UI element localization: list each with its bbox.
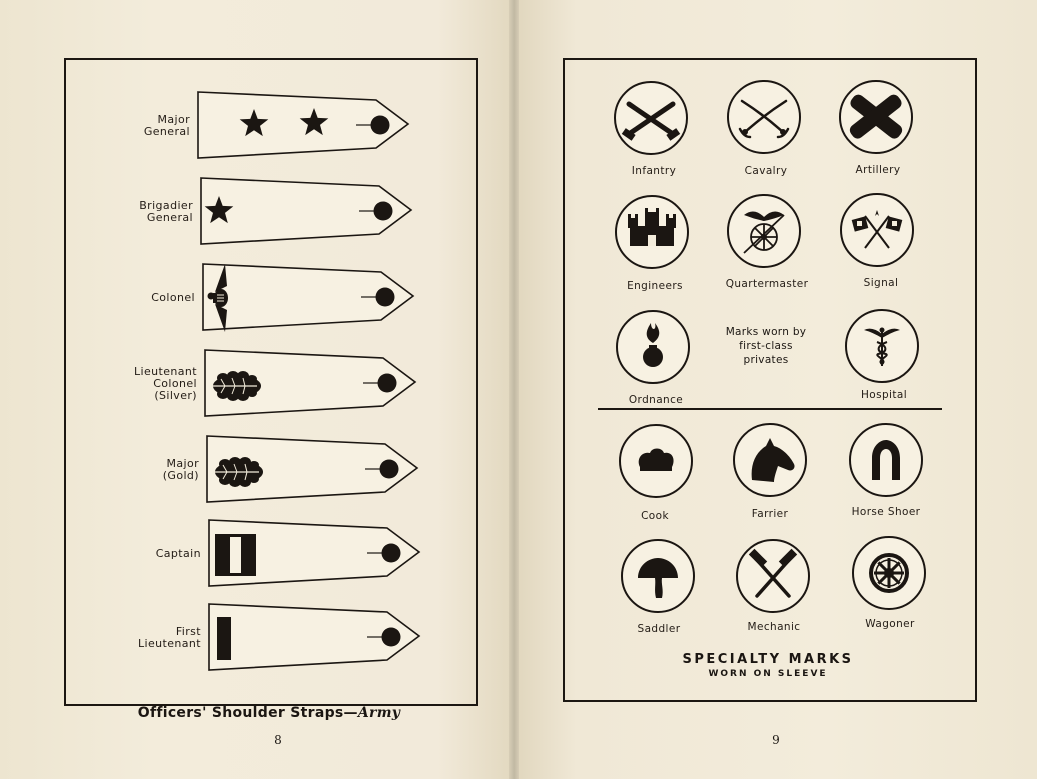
- badge-label: Infantry: [631, 165, 677, 177]
- caduceus-icon: [842, 306, 922, 386]
- horseshoe-icon: [846, 420, 926, 500]
- page-number-right: 9: [772, 733, 780, 747]
- specialty-subtitle: WORN ON SLEEVE: [708, 669, 828, 679]
- badge-label: Signal: [863, 277, 899, 289]
- shoulder-strap-two-stars: [196, 90, 416, 166]
- rank-label: Lieutenant Colonel (Silver): [133, 365, 197, 402]
- badge-label: Horse Shoer: [851, 506, 921, 518]
- badge-label: Saddler: [637, 623, 681, 635]
- page-number-left: 8: [274, 733, 282, 747]
- badge-label: Mechanic: [747, 621, 801, 633]
- left-page-caption: [64, 705, 474, 721]
- eagle-wheel-icon: [724, 191, 804, 271]
- flaming-bomb-icon: [613, 307, 693, 387]
- signal-flags-icon: [837, 190, 917, 270]
- crossed-rifles-icon: [611, 78, 691, 158]
- rank-label: Major General: [143, 113, 190, 138]
- badge-label: Farrier: [751, 508, 789, 520]
- rank-label: Brigadier General: [139, 199, 193, 224]
- rank-label: Major (Gold): [162, 457, 199, 482]
- specialty-title: SPECIALTY MARKS: [682, 652, 854, 667]
- badge-label: Hospital: [860, 389, 908, 401]
- book-gutter: [509, 0, 519, 779]
- crossed-cannons-icon: [836, 77, 916, 157]
- crossed-sabers-icon: [724, 77, 804, 157]
- crossed-hammers-icon: [733, 536, 813, 616]
- shoulder-strap-one-bar: [207, 602, 427, 678]
- section-divider: [598, 408, 942, 410]
- castle-icon: [612, 192, 692, 272]
- cook-cap-icon: [616, 421, 696, 501]
- caption-army: Army: [357, 705, 401, 721]
- badge-label: Artillery: [855, 164, 901, 176]
- shoulder-strap-eagle: [201, 262, 421, 338]
- wagon-wheel-icon: [849, 533, 929, 613]
- badge-label: Ordnance: [628, 394, 684, 406]
- caption-dash: —: [343, 705, 358, 721]
- badge-label: Cavalry: [744, 165, 788, 177]
- shoulder-strap-oak-leaf: [205, 434, 425, 510]
- horse-head-icon: [730, 420, 810, 500]
- badge-label: Quartermaster: [725, 278, 809, 290]
- marks-note: Marks worn by first-class privates: [725, 326, 807, 366]
- badge-label: Cook: [641, 510, 669, 522]
- shoulder-strap-one-star: [199, 176, 419, 252]
- shoulder-strap-oak-leaf: [203, 348, 423, 424]
- saddler-knife-icon: [618, 536, 698, 616]
- badge-label: Wagoner: [865, 618, 915, 630]
- caption-main: Officers' Shoulder Straps: [137, 705, 344, 721]
- rank-label: First Lieutenant: [137, 625, 201, 650]
- shoulder-strap-two-bars: [207, 518, 427, 594]
- rank-label: Colonel: [151, 291, 195, 304]
- badge-label: Engineers: [627, 280, 683, 292]
- rank-label: Captain: [155, 547, 201, 560]
